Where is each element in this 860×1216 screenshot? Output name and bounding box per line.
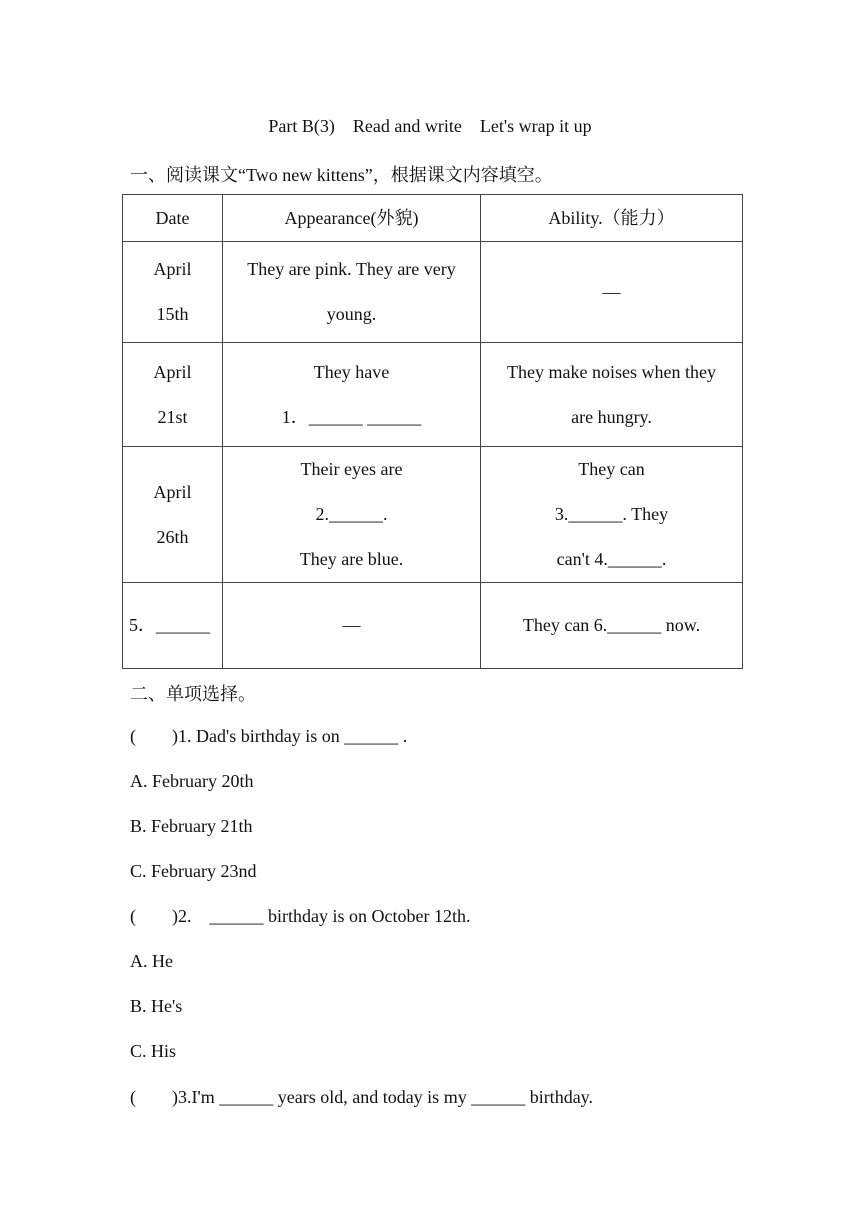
table-row xyxy=(123,242,743,343)
cell-line: They are blue. xyxy=(299,549,404,569)
cell-line: 15th xyxy=(156,304,189,324)
table-row xyxy=(123,583,743,669)
cell-line: April xyxy=(153,361,192,382)
appearance-cell xyxy=(223,583,481,669)
blank-4[interactable]: can't 4.______. xyxy=(556,549,667,569)
blank-3[interactable]: 3.______. They xyxy=(554,504,669,524)
date-cell xyxy=(123,242,223,343)
cell-line: They make noises when they xyxy=(507,361,716,382)
kittens-table xyxy=(122,194,743,669)
blank-6[interactable]: They can 6.______ now. xyxy=(522,615,701,635)
cell-line: Their eyes are xyxy=(300,459,403,479)
question-2-option-a[interactable]: A. He xyxy=(130,951,173,971)
cell-line: young. xyxy=(326,304,377,324)
question-2-option-c[interactable]: C. His xyxy=(130,1041,177,1061)
ability-cell xyxy=(481,583,743,669)
ability-cell xyxy=(481,242,743,343)
section-1-heading: 一、阅读课文“Two new kittens”，根据课文内容填空。 xyxy=(130,165,553,185)
table-row xyxy=(123,447,743,583)
blank-1[interactable]: 1．______ ______ xyxy=(281,406,422,427)
table-row xyxy=(123,343,743,447)
question-3-stem: ( )3.I'm ______ years old, and today is my ______ birthday. xyxy=(130,1087,594,1107)
cell-line: are hungry. xyxy=(571,406,652,427)
cell-line: 26th xyxy=(156,526,189,547)
question-2-stem: ( )2. ______ birthday is on October 12th. xyxy=(130,906,471,926)
cell-line: April xyxy=(153,481,192,502)
header-appearance: Appearance(外貌) xyxy=(223,195,481,242)
date-cell xyxy=(123,447,223,583)
page-title: Part B(3) Read and write Let's wrap it up xyxy=(268,116,592,136)
ability-cell xyxy=(481,447,743,583)
cell-line: — xyxy=(342,615,361,635)
date-cell xyxy=(123,583,223,669)
cell-line: They have xyxy=(313,361,390,382)
question-1-option-b[interactable]: B. February 21th xyxy=(130,816,253,836)
appearance-cell xyxy=(223,447,481,583)
ability-cell xyxy=(481,343,743,447)
question-2-option-b[interactable]: B. He's xyxy=(130,996,183,1016)
section-2-heading: 二、单项选择。 xyxy=(130,684,256,704)
cell-line: — xyxy=(602,281,621,302)
question-1-option-a[interactable]: A. February 20th xyxy=(130,771,254,791)
question-1-stem: ( )1. Dad's birthday is on ______ . xyxy=(130,726,408,746)
cell-line: 21st xyxy=(157,406,188,427)
cell-line: They are pink. They are very xyxy=(247,259,456,279)
appearance-cell xyxy=(223,343,481,447)
header-date: Date xyxy=(123,195,223,242)
question-1-option-c[interactable]: C. February 23nd xyxy=(130,861,257,881)
blank-5[interactable]: 5．______ xyxy=(129,615,210,635)
date-cell xyxy=(123,343,223,447)
header-ability: Ability.（能力） xyxy=(481,195,743,242)
blank-2[interactable]: 2.______. xyxy=(315,504,388,524)
cell-line: April xyxy=(153,259,192,279)
table-header-row xyxy=(123,195,743,242)
appearance-cell xyxy=(223,242,481,343)
cell-line: They can xyxy=(578,459,645,479)
